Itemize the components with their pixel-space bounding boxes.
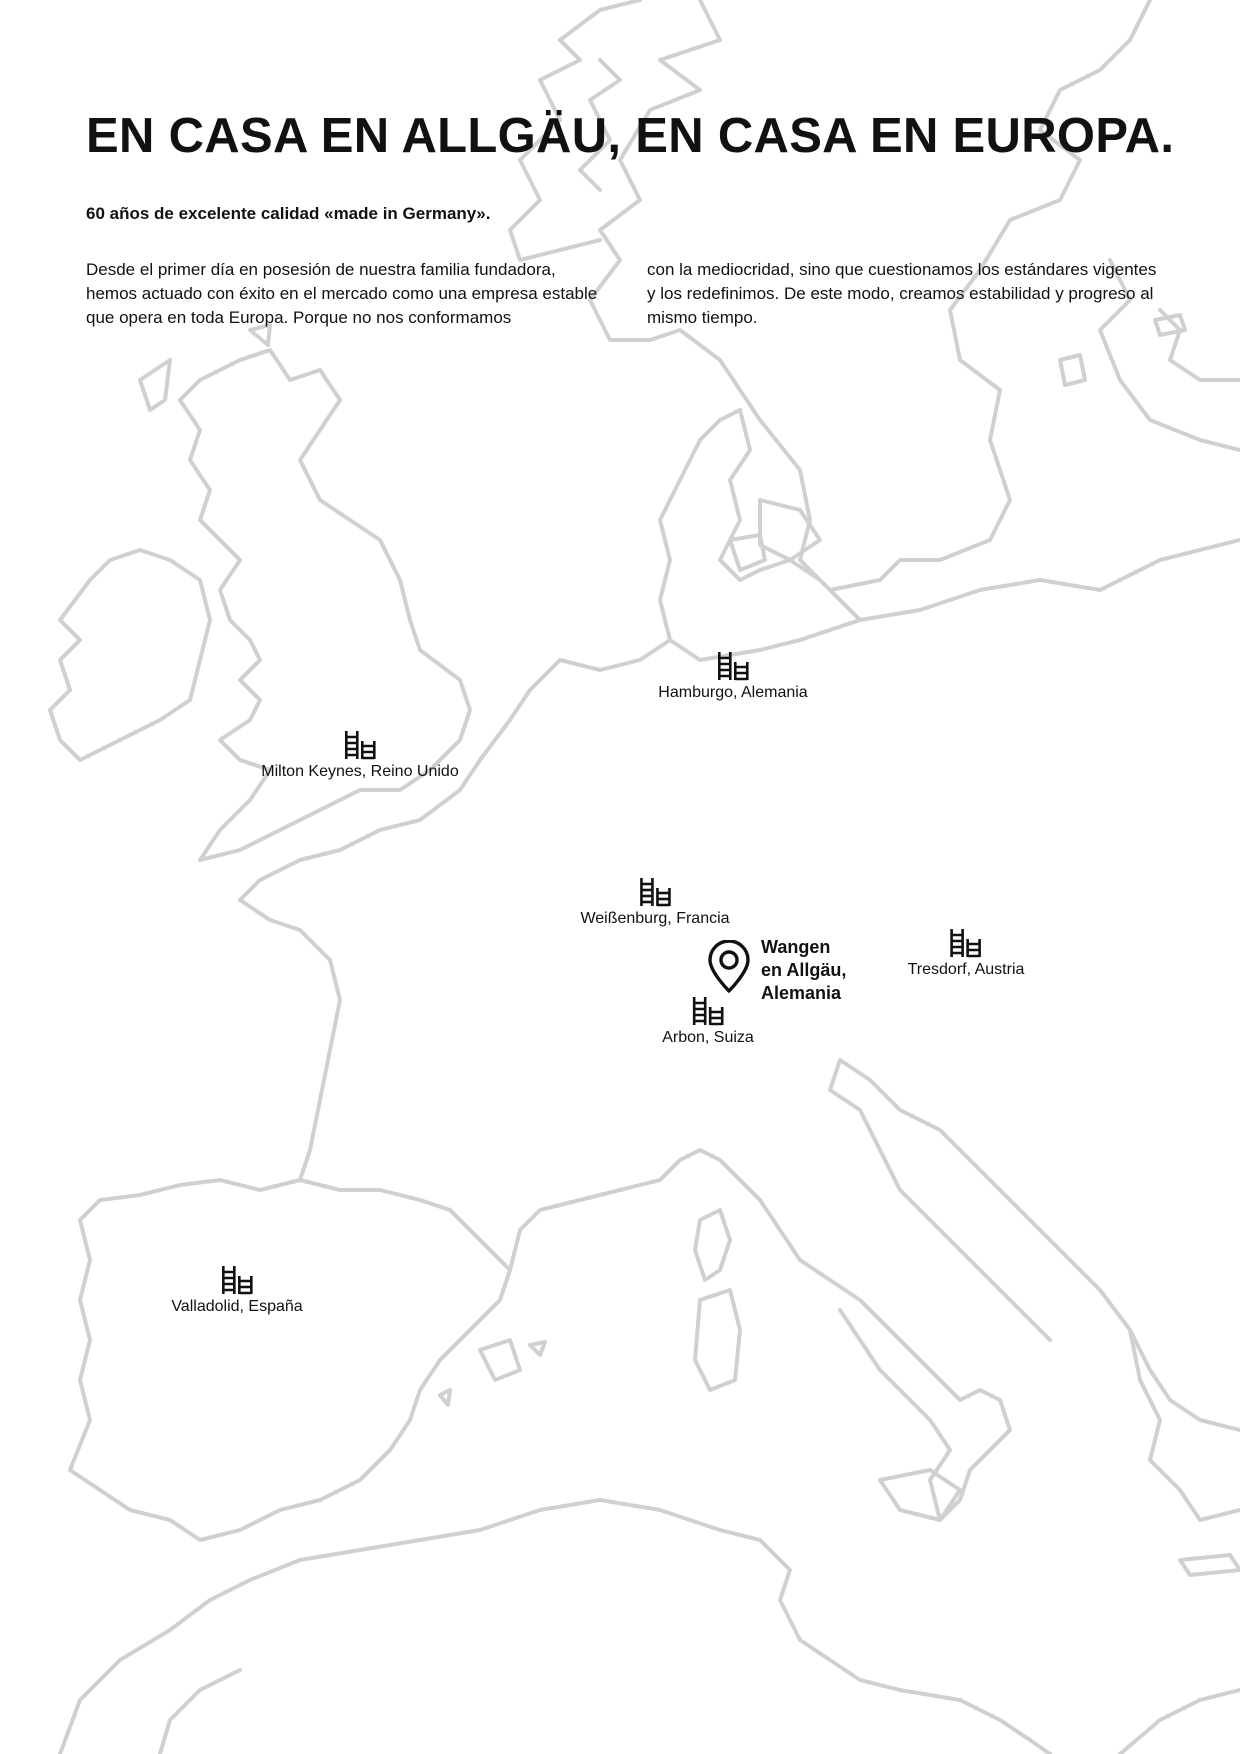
iberia-outline [70, 1180, 510, 1540]
balkans-outline [830, 1060, 1240, 1430]
location-milton-keynes [261, 729, 458, 781]
location-label: Valladolid, España [171, 1298, 303, 1315]
location-tresdorf [908, 927, 1025, 979]
location-valladolid [171, 1264, 302, 1316]
france-west-coast [240, 900, 340, 1180]
island-corsica [695, 1210, 730, 1280]
factory-icon [220, 1264, 254, 1296]
page-subtitle: 60 años de excelente calidad «made in Germany». [86, 204, 491, 223]
location-label: Tresdorf, Austria [907, 961, 1025, 978]
map-pin-icon [706, 940, 752, 994]
page-title: EN CASA EN ALLGÄU, EN CASA EN EUROPA. [86, 109, 1175, 163]
factory-icon [716, 650, 750, 682]
island-mallorca [480, 1340, 520, 1380]
island-sardinia [695, 1290, 740, 1390]
island-gotland [1060, 355, 1085, 385]
mediterranean-north-coast [510, 1150, 800, 1270]
location-arbon [662, 995, 754, 1047]
island-ibiza [440, 1390, 450, 1405]
intro-text-left: Desde el primer día en posesión de nuestra familia fundadora, hemos actuado con éxito en el mercado como una empresa estable que opera en toda Europa. Porque no nos conformamos [86, 260, 598, 327]
location-label: Arbon, Suiza [662, 1029, 754, 1046]
baltic-east [1160, 310, 1240, 380]
location-label: Weißenburg, Francia [580, 910, 730, 927]
island-funen [730, 535, 765, 570]
location-weissenburg [580, 876, 729, 928]
intro-text-right: con la mediocridad, sino que cuestionamos los estándares vigentes y los redefinimos. De este modo, creamos estabilidad y progreso al mismo tiempo. [647, 260, 1157, 327]
location-label: Hamburgo, Alemania [658, 684, 808, 701]
factory-icon [638, 876, 672, 908]
africa-inner [160, 1670, 240, 1754]
headquarters-label: Wangen en Allgäu, Alemania [761, 937, 847, 1003]
factory-icon [949, 927, 983, 959]
factory-icon [343, 729, 377, 761]
island-hebrides [140, 360, 170, 410]
egypt-coast [1120, 1690, 1240, 1754]
baltic-coast [670, 540, 1240, 660]
factory-icon [691, 995, 725, 1027]
island-zealand [760, 500, 820, 560]
italy-outline [800, 1260, 1010, 1520]
location-label: Milton Keynes, Reino Unido [261, 763, 459, 780]
island-menorca [530, 1342, 545, 1355]
island-crete [1180, 1555, 1240, 1575]
location-hamburgo [658, 650, 807, 702]
great-britain-outline [180, 350, 470, 860]
ireland-outline [50, 550, 210, 760]
